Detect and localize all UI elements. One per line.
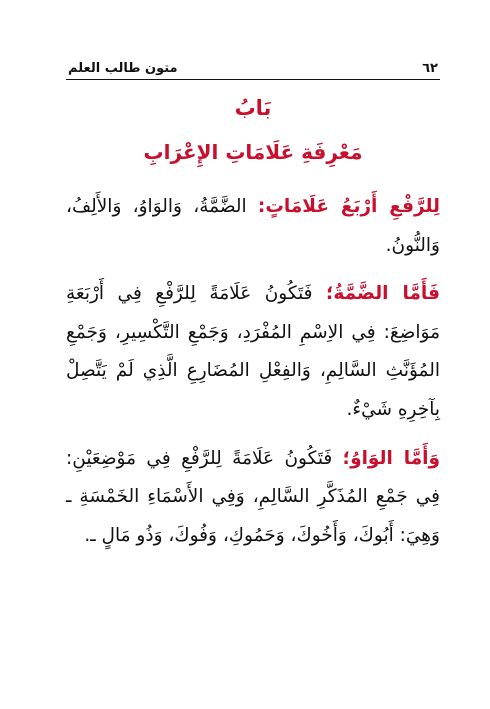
paragraph-body: فَتَكُونُ عَلَامَةً لِلرَّفْعِ فِي أَرْبَعَةِ مَوَاضِعَ: فِي الاِسْمِ المُفْرَدِ، وَجَمْعِ التَّكْسِيرِ، وَجَمْعِ المُؤَنَّثِ السَّالِمِ، وَالفِعْلِ المُضَارِعِ الَّذِي لَمْ يَتَّصِلْ بِآخِرِهِ شَيْءٌ. xyxy=(66,283,440,420)
paragraph-body: فَتَكُونُ عَلَامَةً لِلرَّفْعِ فِي مَوْضِعَيْنِ: فِي جَمْعِ المُذَكَّرِ السَّالِمِ، وَفِي الأَسْمَاءِ الخَمْسَةِ ـ وَهِيَ: أَبُوكَ، وَأَخُوكَ، وَحَمُوكِ، وَفُوكَ، وَذُو مَالٍ ـ. xyxy=(66,447,440,546)
page-header xyxy=(68,54,438,76)
paragraph-lead: لِلرَّفْعِ أَرْبَعُ عَلَامَاتٍ: xyxy=(257,196,440,217)
paragraph-body: الضَّمَّةُ، وَالوَاوُ، وَالأَلِفُ، وَالنُّونُ. xyxy=(66,196,440,256)
body-text xyxy=(66,188,440,565)
paragraph xyxy=(66,275,440,429)
paragraph-lead: فَأَمَّا الضَّمَّةُ؛ xyxy=(325,283,440,305)
book-title: متون طالب العلم xyxy=(68,61,178,76)
chapter-title: بَابُ xyxy=(234,96,272,120)
paragraph xyxy=(66,188,440,265)
header-divider xyxy=(66,79,440,80)
paragraph-lead: وَأَمَّا الوَاوُ؛ xyxy=(342,447,441,469)
paragraph xyxy=(66,440,440,556)
chapter-subtitle: مَعْرِفَةِ عَلَامَاتِ الإِعْرَابِ xyxy=(143,140,363,164)
page-number: ٦٢ xyxy=(422,61,438,76)
